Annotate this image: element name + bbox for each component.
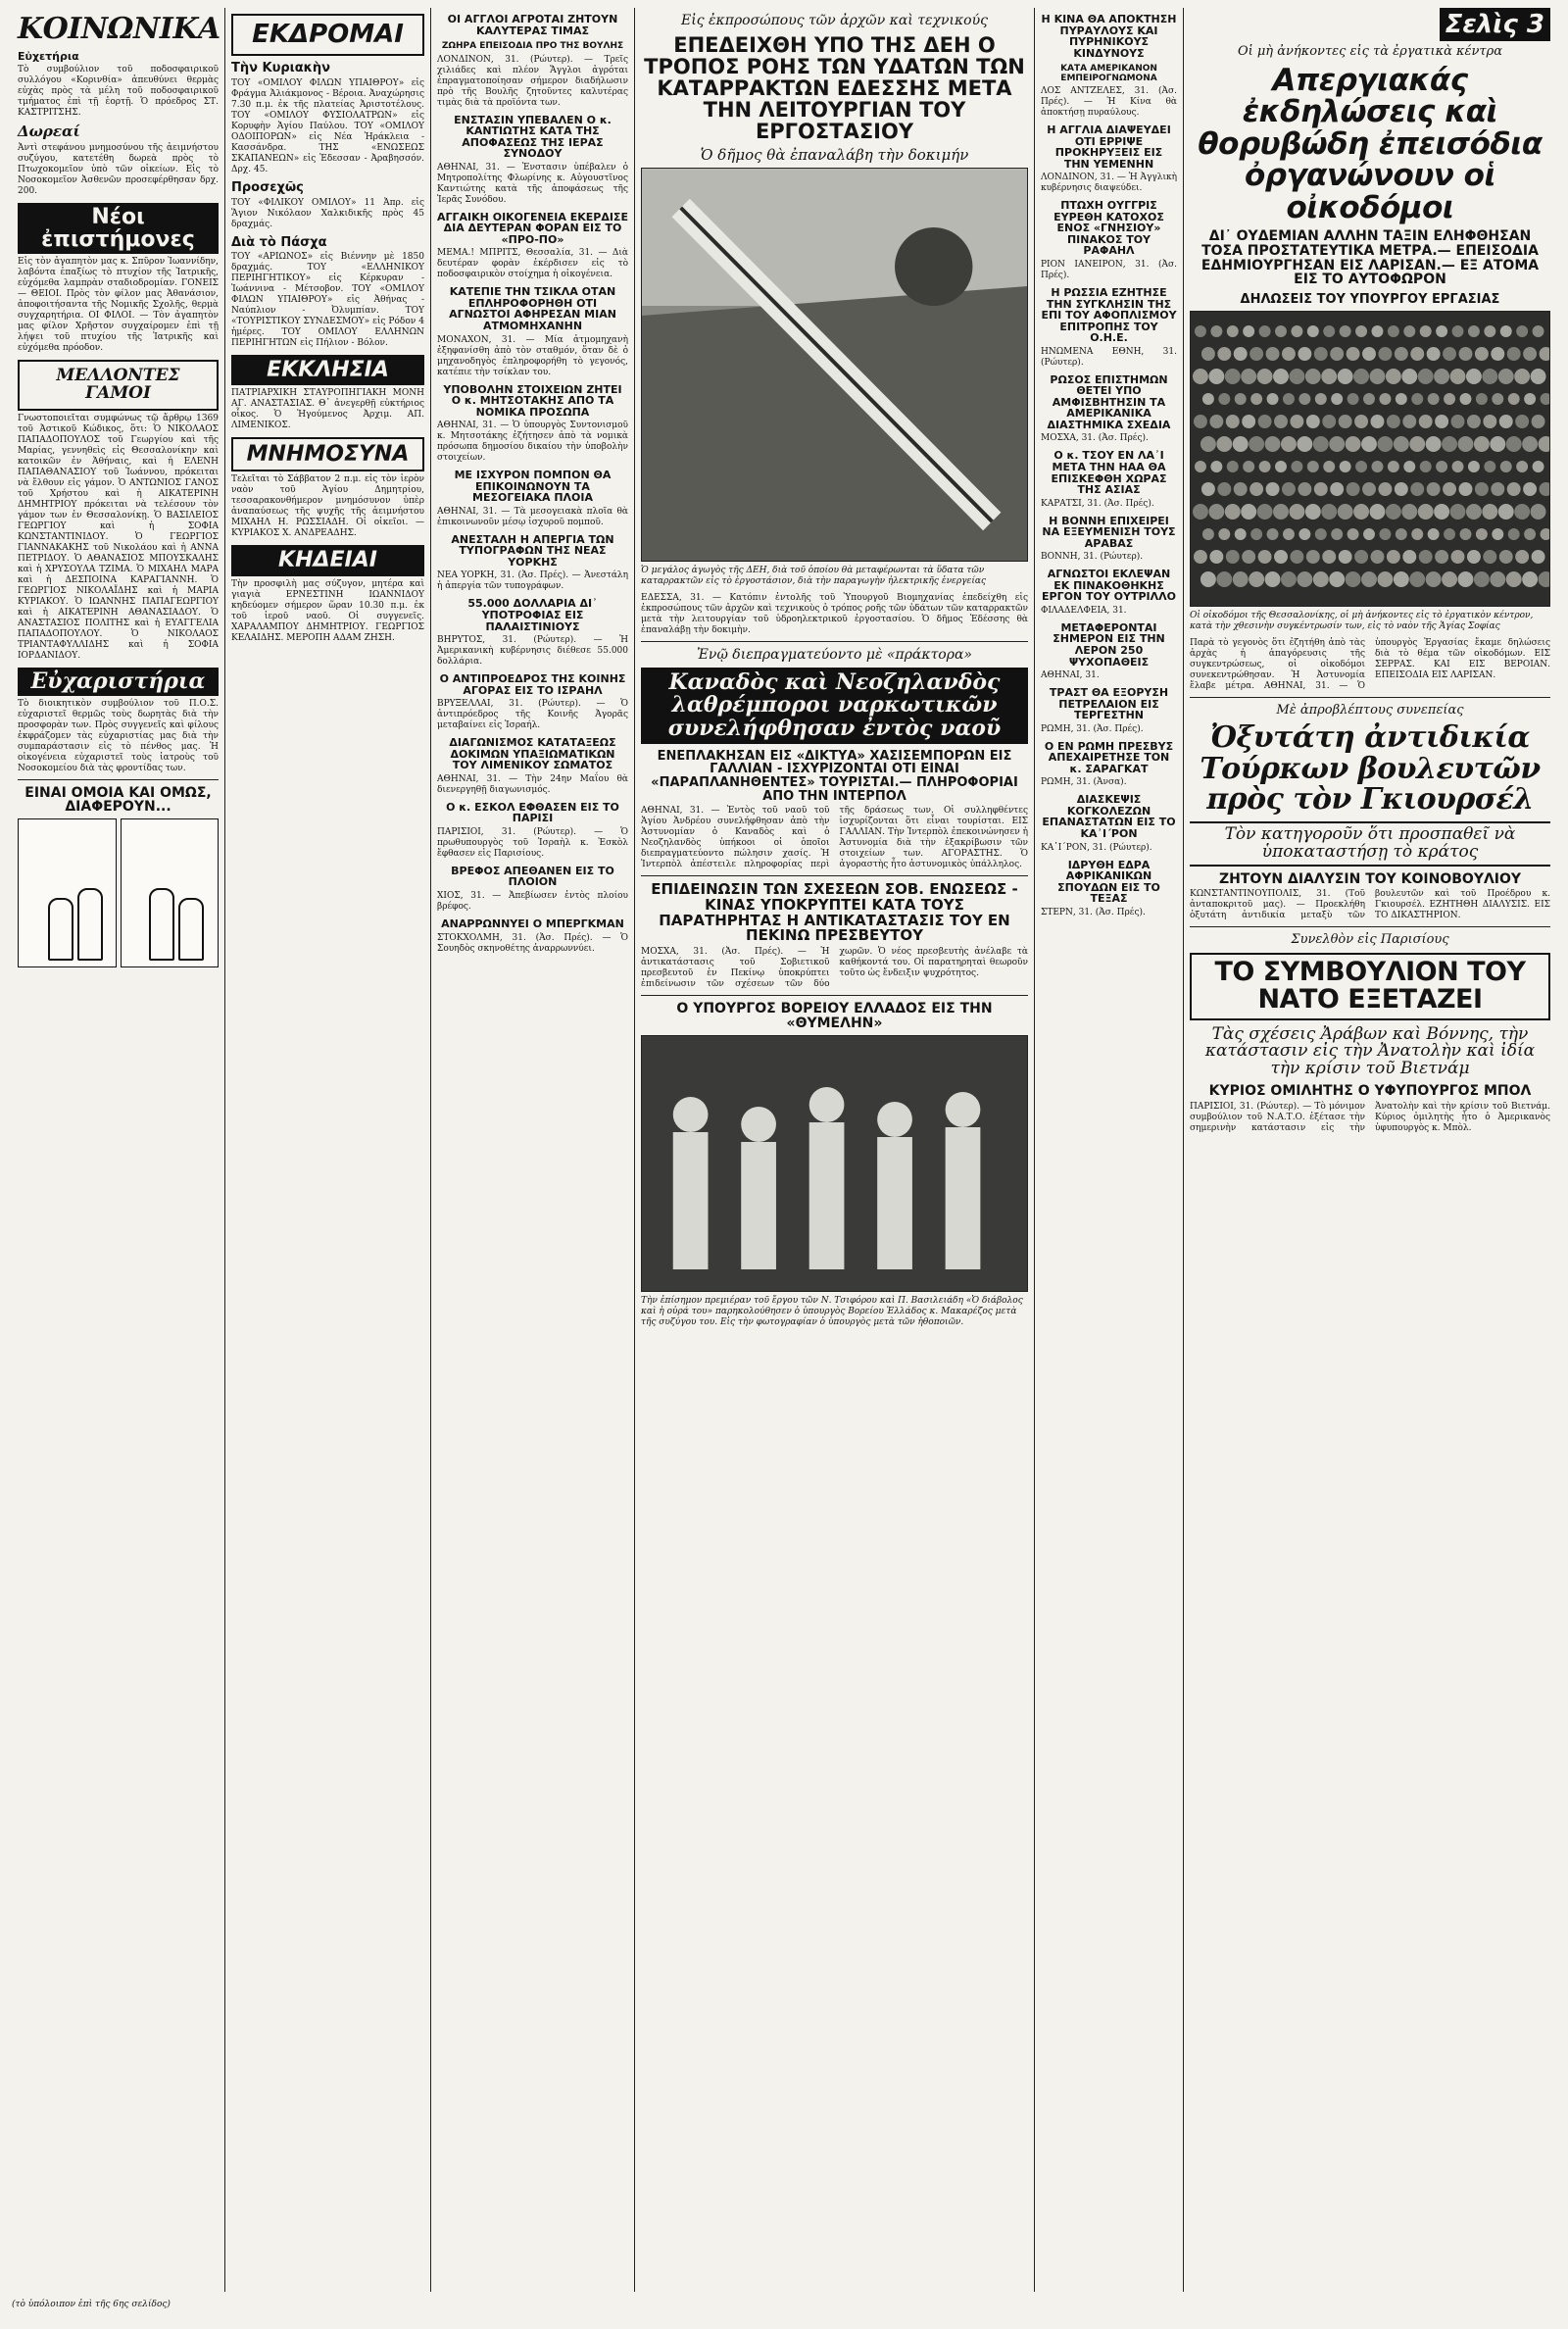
article-heading: ΙΔΡΥΘΗ ΕΔΡΑ ΑΦΡΙΚΑΝΙΚΩΝ ΣΠΟΥΔΩΝ ΕΙΣ ΤΟ ΤΕΞΑΣ bbox=[1057, 858, 1160, 906]
pipeline-image bbox=[642, 169, 1027, 561]
article-text: ΝΕΑ ΥΟΡΚΗ, 31. (Ἀσ. Πρές). — Ἀνεστάλη ἡ ἀπεργία τῶν τυπογράφων. bbox=[437, 570, 628, 592]
story-subheadline: Τὰς σχέσεις Ἀράβων καὶ Βόννης, τὴν κατάστασιν εἰς τὴν Ἀνατολὴν καὶ ἰδία τὴν κρίσιν τοῦ Βιετνάμ bbox=[1204, 1023, 1536, 1079]
article-text: ΑΘΗΝΑΙ, 31. — Ἐνστασιν ὑπέβαλεν ὁ Μητροπολίτης Φλωρίνης κ. Αὐγουστῖνος Καντιώτης κατὰ τῆς ἀποφάσεως τῆς Ἱερᾶς Συνόδου. bbox=[437, 162, 628, 205]
article-heading: 55.000 ΔΟΛΛΑΡΙΑ ΔΙ᾽ ΥΠΟΤΡΟΦΙΑΣ ΕΙΣ ΠΑΛΑΙΣΤΙΝΙΟΥΣ bbox=[467, 597, 598, 633]
efcharist-text: Τὸ διοικητικὸν συμβούλιον τοῦ Π.Ο.Σ. εὐχαριστεῖ θερμῶς τοὺς δωρητὰς διὰ τὴν προσφορὰν των. Πρὸς συγγενεῖς καὶ φίλους ἐκφράζομεν τὰς εὐχαριστίας μας διὰ τὴν συμπαράστασιν εἰς τὸ πένθος μας. Ἡ οἰκογένεια εὐχαριστεῖ τοὺς ἰατροὺς τοῦ Νοσοκομείου διὰ τὰς φροντίδας των. bbox=[18, 698, 219, 773]
divider bbox=[641, 641, 1028, 642]
comic-panel-left bbox=[18, 818, 117, 967]
story-subheadline: ΕΝΕΠΛΑΚΗΣΑΝ ΕΙΣ «ΔΙΚΤΥΑ» ΧΑΣΙΣΕΜΠΟΡΩΝ ΕΙΣ ΓΑΛΛΙΑΝ - ΙΣΧΥΡΙΖΟΝΤΑΙ ΟΤΙ ΕΙΝΑΙ «ΠΑΡΑΠΛΑΝΗΘΕΝΤΕΣ» ΤΟΥΡΙΣΤΑΙ.— ΠΛΗΡΟΦΟΡΙΑΙ ΑΠΟ ΤΗΝ ΙΝΤΕΡΠΟΛ bbox=[651, 748, 1018, 804]
article-heading: Ο ΕΝ ΡΩΜΗ ΠΡΕΣΒΥΣ ΑΠΕΧΑΙΡΕΤΗΣΕ ΤΟΝ κ. ΣΑΡΑΓΚΑΤ bbox=[1044, 739, 1174, 775]
ekklisia-text: ΠΑΤΡΙΑΡΧΙΚΗ ΣΤΑΥΡΟΠΗΓΙΑΚΗ ΜΟΝΗ ΑΓ. ΑΝΑΣΤΑΣΙΑΣ. Θ᾽ ἀνεγερθῇ εὐκτήριος οἶκος. Ὁ Ἡγούμενος Ἀρχιμ. ΑΠ. ΛΙΜΕΝΙΚΟΣ. bbox=[231, 388, 424, 431]
mnimosyna-text: Τελεῖται τὸ Σάββατον 2 π.μ. εἰς τὸν ἱερὸν ναὸν τοῦ Ἁγίου Δημητρίου, τεσσαρακονθήμερον μνημόσυνον ὑπὲρ ἀναπαύσεως τῆς ψυχῆς τῆς ἀειμνήστου ΜΙΧΑΗΛ Η. ΡΩΣΣΙΑΔΗ. Οἱ οἰκεῖοι. — ΚΥΡΙΑΚΟΣ Χ. ΑΝΔΡΕΑΔΗΣ. bbox=[231, 474, 424, 539]
column-excursions bbox=[225, 8, 431, 2292]
article-text: ΛΟΝΔΙΝΟΝ, 31. — Ἡ Ἀγγλικὴ κυβέρνησις διαψεύδει. bbox=[1041, 173, 1177, 194]
article-heading: ΡΩΣΟΣ ΕΠΙΣΤΗΜΩΝ ΘΕΤΕΙ ΥΠΟ ΑΜΦΙΣΒΗΤΗΣΙΝ ΤΑ ΑΜΕΡΙΚΑΝΙΚΑ ΔΙΑΣΤΗΜΙΚΑ ΣΧΕΔΙΑ bbox=[1047, 372, 1171, 431]
column-news-briefs bbox=[431, 8, 635, 2292]
article-text: ΡΩΜΗ, 31. (Ἀσ. Πρές). bbox=[1041, 723, 1144, 734]
article-text: ΠΑΡΙΣΙΟΙ, 31. (Ρώυτερ). — Ὁ πρωθυπουργὸς τοῦ Ἰσραὴλ κ. Ἐσκὸλ ἔφθασεν εἰς Παρισίους. bbox=[437, 826, 628, 859]
story-headline: ΕΠΙΔΕΙΝΩΣΙΝ ΤΩΝ ΣΧΕΣΕΩΝ ΣΟΒ. ΕΝΩΣΕΩΣ - ΚΙΝΑΣ ΥΠΟΚΡΥΠΤΕΙ ΚΑΤΑ ΤΟΥΣ ΠΑΡΑΤΗΡΗΤΑΣ Η ΑΝΤΙΚΑΤΑΣΤΑΣΙΣ ΤΟΥ ΕΝ ΠΕΚΙΝΩ ΠΡΕΣΒΕΥΤΟΥ bbox=[651, 880, 1018, 945]
article-heading: ΜΕ ΙΣΧΥΡΟΝ ΠΟΜΠΟΝ ΘΑ ΕΠΙΚΟΙΝΩΝΟΥΝ ΤΑ ΜΕΣΟΓΕΙΑΚΑ ΠΛΟΙΑ bbox=[454, 469, 612, 505]
story-text: ΠΑΡΙΣΙΟΙ, 31. (Ρώυτερ). — Τὸ μόνιμον συμβούλιον τοῦ Ν.Α.Τ.Ο. ἐξέτασε τὴν σημερινὴν κατάστασιν εἰς τὴν Ἀνατολὴν καὶ τὴν κρίσιν τοῦ Βιετνάμ. Κύριος ὁμιλητὴς ἦτο ὁ Ἀμερικανὸς ὑφυπουργὸς κ. Μπὸλ. bbox=[1190, 1101, 1550, 1133]
article-heading: Η ΒΟΝΝΗ ΕΠΙΧΕΙΡΕΙ ΝΑ ΕΞΕΥΜΕΝΙΣΗ ΤΟΥΣ ΑΡΑΒΑΣ bbox=[1042, 514, 1176, 550]
article-heading: ΚΑΤΕΠΙΕ ΤΗΝ ΤΣΙΚΛΑ ΟΤΑΝ ΕΠΛΗΡΟΦΟΡΗΘΗ ΟΤΙ ΑΓΝΩΣΤΟΙ ΑΦΗΡΕΣΑΝ ΜΙΑΝ ΑΤΜΟΜΗΧΑΝΗΝ bbox=[449, 285, 616, 332]
article-heading: ΔΙΑΓΩΝΙΣΜΟΣ ΚΑΤΑΤΑΞΕΩΣ ΔΟΚΙΜΩΝ ΥΠΑΞΙΩΜΑΤΙΚΩΝ ΤΟΥ ΛΙΜΕΝΙΚΟΥ ΣΩΜΑΤΟΣ bbox=[449, 736, 616, 772]
koinonika-masthead: ΚΟΙΝΩΝΙΚΑ bbox=[18, 12, 220, 46]
article-heading: Ο κ. ΕΣΚΟΛ ΕΦΘΑΣΕΝ ΕΙΣ ΤΟ ΠΑΡΙΣΙ bbox=[446, 800, 619, 825]
column-page3-lead bbox=[1184, 8, 1556, 2292]
article-text: ΦΙΛΑΔΕΛΦΕΙΑ, 31. bbox=[1041, 605, 1127, 616]
theatre-image bbox=[642, 1036, 1027, 1291]
prosechos-text: ΤΟΥ «ΦΙΛΙΚΟΥ ΟΜΙΛΟΥ» 11 Ἀπρ. εἰς Ἅγιον Νικόλαον Χαλκιδικῆς πρὸς 45 δραχμάς. bbox=[231, 197, 424, 229]
lead-kicker: Οἱ μὴ ἀνήκοντες εἰς τὰ ἐργατικὰ κέντρα bbox=[1237, 44, 1503, 59]
comic-panel-right bbox=[121, 818, 220, 967]
story-subheadline: Τὸν κατηγοροῦν ὅτι προσπαθεῖ νὰ ὑποκαταστήσῃ τὸ κράτος bbox=[1190, 821, 1550, 867]
article-text: ΜΕΜΑ.! ΜΠΡΙΤΣ, Θεσσαλία, 31. — Διὰ δευτέραν φορὰν ἐκέρδισεν εἰς τὸ ποδοσφαιρικὸν στοίχημα ἡ οἰκογένεια. bbox=[437, 248, 628, 280]
continued-note: (τὸ ὑπόλοιπον ἐπὶ τῆς 6ης σελίδος) bbox=[12, 2300, 171, 2309]
article-text: ΒΟΝΝΗ, 31. (Ρώυτερ). bbox=[1041, 552, 1144, 563]
article-heading: ΑΓΝΩΣΤΟΙ ΕΚΛΕΨΑΝ ΕΚ ΠΙΝΑΚΟΘΗΚΗΣ ΕΡΓΟΝ ΤΟΥ ΟΥΤΡΙΛΛΟ bbox=[1042, 568, 1176, 604]
article-heading: Η ΚΙΝΑ ΘΑ ΑΠΟΚΤΗΣΗ ΠΥΡΑΥΛΟΥΣ ΚΑΙ ΠΥΡΗΝΙΚΟΥΣ ΚΙΝΔΥΝΟΥΣ bbox=[1041, 13, 1177, 60]
newspaper-page bbox=[12, 8, 1556, 2321]
story-kicker: Μὲ ἀπροβλέπτους συνεπείας bbox=[1276, 702, 1464, 718]
pascha-heading: Διὰ τὸ Πάσχα bbox=[231, 234, 327, 250]
efcharist-heading: Εὐχαριστήρια bbox=[18, 668, 219, 696]
article-text: ΡΙΟΝ ΙΑΝΕΙΡΟΝ, 31. (Ἀσ. Πρές). bbox=[1041, 259, 1177, 280]
story-text: ΑΘΗΝΑΙ, 31. — Ἐντὸς τοῦ ναοῦ τοῦ Ἁγίου Ἀνδρέου συνελήφθησαν ἀπὸ τὴν Ἀστυνομίαν ὁ Καναδὸς καὶ ὁ Νεοζηλανδὸς ὑπήκοοι οἱ ὁποῖοι διεπραγματεύοντο πώλησιν χασίς. Ἡ Ἰντερπὸλ ἀπέστειλε πληροφορίας περὶ τῆς δράσεως των. Οἱ συλληφθέντες ἰσχυρίζονται ὅτι εἶναι τουρίσται. ΕΙΣ ΓΑΛΛΙΑΝ. Τὴν Ἰντερπὸλ ἐπεκοινώνησεν ἡ Ἀστυνομία διὰ τὴν ἐξακρίβωσιν τῶν στοιχείων των. ΑΓΟΡΑΣΤΗΣ. Ὁ ἀγοραστὴς ἦτο ἀστυνομικὸς ὑπάλληλος. bbox=[641, 806, 1028, 870]
mellon-heading: ΜΕΛΛΟΝΤΕΣ ΓΑΜΟΙ bbox=[18, 360, 219, 411]
article-text: ΧΙΟΣ, 31. — Ἀπεβίωσεν ἐντὸς πλοίου βρέφος. bbox=[437, 891, 628, 913]
article-text: ΒΗΡΥΤΟΣ, 31. (Ρώυτερ). — Ἡ Ἀμερικανικὴ κυβέρνησις διέθεσε 55.000 δολλάρια. bbox=[437, 635, 628, 668]
story-text: ΜΟΣΧΑ, 31. (Ἀσ. Πρές). — Ἡ ἀντικατάστασις τοῦ Σοβιετικοῦ πρεσβευτοῦ ἐν Πεκίνῳ ὑποκρύπτει ἐπιδείνωσιν τῶν σχέσεων τῶν δύο χωρῶν. Ὁ νέος πρεσβευτὴς ἀνέλαβε τὰ καθήκοντά του. Οἱ παρατηρηταὶ θεωροῦν τοῦτο ὡς ἔνδειξιν ψυχρότητος. bbox=[641, 947, 1028, 990]
page-number-badge: Σελὶς 3 bbox=[1440, 8, 1550, 41]
story-headline: Καναδὸς καὶ Νεοζηλανδὸς λαθρέμποροι ναρκωτικῶν συνελήφθησαν ἐντὸς ναοῦ bbox=[641, 668, 1028, 743]
mellon-text: Γνωστοποιεῖται συμφώνως τῷ ἄρθρῳ 1369 τοῦ Ἀστικοῦ Κώδικος, ὅτι: Ὁ ΝΙΚΟΛΑΟΣ ΠΑΠΑΔΟΠΟΥΛΟΣ τοῦ Γεωργίου καὶ τῆς Μαρίας, γεννηθεὶς εἰς Θεσσαλονίκην καὶ κατοικῶν ἐν Ἀθήναις, καὶ ἡ ΕΛΕΝΗ ΠΑΠΑΘΑΝΑΣΙΟΥ τοῦ Ἰωάννου, πρόκειται νὰ ἔλθουν εἰς γάμον. Ὁ ΑΝΤΩΝΙΟΣ ΓΑΝΟΣ τοῦ Χρήστου καὶ ἡ ΑΙΚΑΤΕΡΙΝΗ ΔΗΜΗΤΡΙΟΥ πρόκειται νὰ τελέσουν τὸν γάμον των ἐν Θεσσαλονίκῃ. Ὁ ΒΑΣΙΛΕΙΟΣ ΓΕΩΡΓΙΟΥ καὶ ἡ ΣΟΦΙΑ ΚΩΝΣΤΑΝΤΙΝΙΔΟΥ. Ὁ ΓΕΩΡΓΙΟΣ ΓΙΑΝΝΑΚΑΚΗΣ τοῦ Νικολάου καὶ ἡ ΑΝΝΑ ΠΕΤΡΙΔΟΥ. Ὁ ΑΘΑΝΑΣΙΟΣ ΜΠΟΥΣΚΑΛΗΣ καὶ ἡ ΧΡΥΣΟΥΛΑ ΤΖΙΜΑ. Ὁ ΜΙΧΑΗΛ ΜΑΡΑ καὶ ἡ ΔΕΣΠΟΙΝΑ ΚΑΡΑΓΙΑΝΝΗ. Ὁ ΓΕΩΡΓΙΟΣ ΝΙΚΟΛΑΪΔΗΣ καὶ ἡ ΜΑΡΙΑ ΚΥΡΙΑΚΟΥ. Ὁ ΙΩΑΝΝΗΣ ΠΑΠΑΓΕΩΡΓΙΟΥ καὶ ἡ ΑΙΚΑΤΕΡΙΝΗ ΑΘΑΝΑΣΙΑΔΟΥ. Ὁ ΑΝΑΣΤΑΣΙΟΣ ΠΟΛΙΤΗΣ καὶ ἡ ΕΥΑΓΓΕΛΙΑ ΠΑΠΑΔΟΠΟΥΛΟΥ. Ὁ ΝΙΚΟΛΑΟΣ ΤΡΙΑΝΤΑΦΥΛΛΙΔΗΣ καὶ ἡ ΣΟΦΙΑ ΙΟΡΔΑΝΙΔΟΥ. bbox=[18, 413, 219, 661]
article-heading: ΤΡΑΣΤ ΘΑ ΕΞΟΡΥΣΗ ΠΕΤΡΕΛΑΙΟΝ ΕΙΣ ΤΕΡΓΕΣΤΗΝ bbox=[1049, 686, 1169, 722]
article-text: ΑΘΗΝΑΙ, 31. — Ὁ ὑπουργὸς Συντονισμοῦ κ. Μητσοτάκης ἐζήτησεν ἀπὸ τὰ νομικὰ πρόσωπα δημοσίου δικαίου τὴν ὑποβολὴν στοιχείων. bbox=[437, 421, 628, 464]
column-main-stories bbox=[635, 8, 1035, 2292]
article-text: ΜΟΝΑΧΟΝ, 31. — Μία ἀτμομηχανὴ ἐξηφανίσθη ἀπὸ τὸν σταθμόν, ὅταν δὲ ὁ μηχανοδηγὸς ἐπληροφορήθη τὸ γεγονός, κατέπιε τὴν τσίκλαν του. bbox=[437, 334, 628, 377]
article-heading: ΒΡΕΦΟΣ ΑΠΕΘΑΝΕΝ ΕΙΣ ΤΟ ΠΛΟΙΟΝ bbox=[451, 864, 614, 889]
eychetiria-text: Τὸ συμβούλιον τοῦ ποδοσφαιρικοῦ συλλόγου «Κορινθία» ἀπευθύνει θερμὰς εὐχὰς πρὸς τὰ μέλη τοῦ ποδοσφαιρικοῦ τμήματος ἐπὶ τῇ ἑορτῇ. Ὁ πρόεδρος ΣΤ. ΚΑΣΤΡΙΤΣΗΣ. bbox=[18, 65, 219, 119]
article-text: ΣΤΟΚΧΟΛΜΗ, 31. (Ἀσ. Πρές). — Ὁ Σουηδὸς σκηνοθέτης ἀναρρωννύει. bbox=[437, 932, 628, 954]
divider bbox=[1190, 697, 1550, 698]
neoi-text: Εἰς τὸν ἀγαπητὸν μας κ. Σπῦρον Ἰωαννίδην, λαβόντα ἐπαξίως τὸ πτυχίον τῆς Ἰατρικῆς, εὐχόμεθα λαμπρὰν σταδιοδρομίαν. ΓΟΝΕΙΣ — ΘΕΙΟΙ. Πρὸς τὸν φίλον μας Ἀθανάσιον, ἀποφοιτήσαντα τῆς Νομικῆς Σχολῆς, θερμὰ συγχαρητήρια. ΟΙ ΦΙΛΟΙ. — Τὸν ἀγαπητὸν μας φίλον Χρῆστον συγχαίρομεν ἐπὶ τῇ λήψει τοῦ πτυχίου τῆς Ἰατρικῆς καὶ εὐχόμεθα πρόοδον. bbox=[18, 256, 219, 353]
divider bbox=[641, 875, 1028, 876]
story-headline: Ὀξυτάτη ἀντιδικία Τούρκων βουλευτῶν πρὸς τὸν Γκιουρσέλ bbox=[1200, 720, 1541, 818]
article-text: ΗΝΩΜΕΝΑ ΕΘΝΗ, 31. (Ρώυτερ). bbox=[1041, 346, 1177, 368]
story-kicker: Συνελθὸν εἰς Παρισίους bbox=[1291, 932, 1449, 948]
kyriaki-text: ΤΟΥ «ΟΜΙΛΟΥ ΦΙΛΩΝ ΥΠΑΙΘΡΟΥ» εἰς Φράγμα Ἀλιάκμονος - Βέροια. Ἀναχώρησις 7.30 π.μ. ἐκ τῆς πλατείας Ἀριστοτέλους. ΤΟΥ «ΟΜΙΛΟΥ ΦΥΣΙΟΛΑΤΡΩΝ» εἰς Κορυφὴν Ἁγίου Παύλου. ΤΟΥ «ΟΜΙΛΟΥ ΟΔΟΙΠΟΡΩΝ» εἰς Νέα Ἡράκλεια - Κασσάνδρα. ΤΗΣ «ΕΝΩΣΕΩΣ ΣΚΑΠΑΝΕΩΝ» εἰς Ἐδεσσαν - Ἀραβησσόν. Δρχ. 45. bbox=[231, 77, 424, 174]
story-subheadline: ΖΗΤΟΥΝ ΔΙΑΛΥΣΙΝ ΤΟΥ ΚΟΙΝΟΒΟΥΛΙΟΥ bbox=[1218, 870, 1522, 887]
dorea-heading: Δωρεαί bbox=[18, 123, 80, 141]
theatre-photo bbox=[641, 1035, 1028, 1292]
story-headline: Ο ΥΠΟΥΡΓΟΣ ΒΟΡΕΙΟΥ ΕΛΛΑΔΟΣ ΕΙΣ ΤΗΝ «ΘΥΜΕΛΗΝ» bbox=[676, 1001, 993, 1031]
article-heading: ΕΝΣΤΑΣΙΝ ΥΠΕΒΑΛΕΝ Ο κ. ΚΑΝΤΙΩΤΗΣ ΚΑΤΑ ΤΗΣ ΑΠΟΦΑΣΕΩΣ ΤΗΣ ΙΕΡΑΣ ΣΥΝΟΔΟΥ bbox=[454, 113, 612, 161]
article-text: ΚΑ᾽Ι΄ΡΟΝ, 31. (Ρώυτερ). bbox=[1041, 842, 1152, 853]
builders-photo bbox=[1190, 311, 1550, 607]
prosechos-heading: Προσεχῶς bbox=[231, 179, 304, 195]
story-kicker: Εἰς ἐκπροσώπους τῶν ἀρχῶν καὶ τεχνικούς bbox=[681, 13, 988, 28]
article-heading: Ο κ. ΤΣΟΥ ΕΝ ΛΑ᾽Ι ΜΕΤΑ ΤΗΝ ΗΑΑ ΘΑ ΕΠΙΣΚΕΦΘΗ ΧΩΡΑΣ ΤΗΣ ΑΣΙΑΣ bbox=[1051, 449, 1167, 497]
builders-caption: Οἱ οἰκοδόμοι τῆς Θεσσαλονίκης, οἱ μὴ ἀνήκοντες εἰς τὸ ἐργατικὸν κέντρον, κατὰ τὴν χθεσινὴν συγκέντρωσίν των, εἰς τὸ ναὸν τῆς Ἁγίας Σοφίας bbox=[1190, 610, 1534, 631]
kideiai-text: Τὴν προσφιλὴ μας σύζυγον, μητέρα καὶ γιαγιὰ ΕΡΝΕΣΤΙΝΗ ΙΩΑΝΝΙΔΟΥ κηδεύομεν σήμερον ὥραν 10.30 π.μ. ἐκ τοῦ ἱεροῦ ναοῦ. Οἱ συγγενεῖς. ΧΑΡΑΛΑΜΠΟΥ ΔΗΜΗΤΡΙΟΥ. ΓΕΩΡΓΙΟΣ ΚΕΛΑΙΔΗΣ. ΜΕΡΟΠΗ ΑΔΑΜ ΖΗΣΗ. bbox=[231, 578, 424, 643]
ekklisia-heading: ΕΚΚΛΗΣΙΑ bbox=[231, 355, 424, 385]
theatre-caption: Τὴν ἐπίσημον πρεμιέραν τοῦ ἔργου τῶν Ν. Τσιφόρου καὶ Π. Βασιλειάδη «Ὁ διάβολος καὶ ἡ οὐρά του» παρηκολούθησεν ὁ ὑπουργὸς Βορείου Ἑλλάδος κ. Μακαρέζος μετὰ τῆς συζύγου του. Εἰς τὴν φωτογραφίαν ὁ ὑπουργὸς μετὰ τῶν ἠθοποιῶν. bbox=[641, 1295, 1023, 1327]
story-text: ΚΩΝΣΤΑΝΤΙΝΟΥΠΟΛΙΣ, 31. (Τοῦ ἀνταποκριτοῦ μας). — Προεκλήθη ὀξυτάτη ἀντιδικία μεταξὺ τῶν βουλευτῶν καὶ τοῦ Προέδρου κ. Γκιουρσέλ. ΕΖΗΤΗΘΗ ΔΙΑΛΥΣΙΣ. ΕΙΣ ΤΟ ΔΙΚΑΣΤΗΡΙΟΝ. bbox=[1190, 889, 1550, 921]
article-text: ΒΡΥΞΕΛΛΑΙ, 31. (Ρώυτερ). — Ὁ ἀντιπρόεδρος τῆς Κοινῆς Ἀγορᾶς μεταβαίνει εἰς Ἰσραήλ. bbox=[437, 699, 628, 731]
article-heading: ΔΙΑΣΚΕΨΙΣ ΚΟΓΚΟΛΕΖΩΝ ΕΠΑΝΑΣΤΑΤΩΝ ΕΙΣ ΤΟ ΚΑ᾽Ι΄ΡΟΝ bbox=[1042, 793, 1176, 841]
lead-subheadline: ΔΙ᾽ ΟΥΔΕΜΙΑΝ ΑΛΛΗΝ ΤΑΞΙΝ ΕΛΗΦΘΗΣΑΝ ΤΟΣΑ ΠΡΟΣΤΑΤΕΥΤΙΚΑ ΜΕΤΡΑ.— ΕΠΕΙΣΟΔΙΑ ΕΔΗΜΙΟΥΡΓΗΣΑΝ ΕΙΣ ΛΑΡΙΣΑΝ.— ΕΞ ΑΤΟΜΑ ΕΙΣ ΤΟ ΑΥΤΟΦΩΡΟΝ bbox=[1200, 228, 1540, 288]
article-text: ΜΟΣΧΑ, 31. (Ἀσ. Πρές). bbox=[1041, 433, 1149, 444]
cartoon-figure bbox=[48, 898, 74, 961]
article-subheading: ΚΑΤΑ ΑΜΕΡΙΚΑΝΟΝ ΕΜΠΕΙΡΟΓΝΩΜΟΝΑ bbox=[1060, 64, 1157, 83]
story-subheadline: ΚΥΡΙΟΣ ΟΜΙΛΗΤΗΣ Ο ΥΦΥΠΟΥΡΓΟΣ ΜΠΟΛ bbox=[1208, 1083, 1532, 1100]
article-text: ΑΘΗΝΑΙ, 31. bbox=[1041, 670, 1100, 681]
article-heading: Η ΡΩΣΣΙΑ ΕΖΗΤΗΣΕ ΤΗΝ ΣΥΓΚΛΗΣΙΝ ΤΗΣ ΕΠΙ ΤΟΥ ΑΦΟΠΛΙΣΜΟΥ ΕΠΙΤΡΟΠΗΣ ΤΟΥ Ο.Η.Ε. bbox=[1041, 285, 1177, 345]
pipeline-caption: Ὁ μεγάλος ἀγωγὸς τῆς ΔΕΗ, διὰ τοῦ ὁποίου θὰ μεταφέρωνται τὰ ὕδατα τῶν καταρρακτῶν εἰς τὸ ἐργοστάσιον, διὰ τὴν παραγωγὴν ἠλεκτρικῆς ἐνεργείας bbox=[641, 565, 987, 586]
story-subheadline: Ὁ δῆμος θὰ ἐπαναλάβη τὴν δοκιμήν bbox=[700, 145, 969, 164]
pascha-text: ΤΟΥ «ΑΡΙΩΝΟΣ» εἰς Βιέννην μὲ 1850 δραχμάς. ΤΟΥ «ΕΛΛΗΝΙΚΟΥ ΠΕΡΙΗΓΗΤΙΚΟΥ» εἰς Κέρκυραν - Ἰωάννινα - Μέτσοβον. ΤΟΥ «ΟΜΙΛΟΥ ΦΙΛΩΝ ΥΠΑΙΘΡΟΥ» εἰς Ἀθήνας - Ναύπλιον - Ὀλυμπίαν. ΤΟΥ «ΤΟΥΡΙΣΤΙΚΟΥ ΣΥΝΔΕΣΜΟΥ» εἰς Ρόδον 4 ἡμέρες. ΤΟΥ ΟΜΙΛΟΥ ΕΛΛΗΝΩΝ ΠΕΡΙΗΓΗΤΩΝ εἰς Πήλιον - Βόλον. bbox=[231, 252, 424, 349]
neoi-heading: Νέοι ἐπιστήμονες bbox=[18, 203, 219, 254]
dorea-text: Ἀντὶ στεφάνου μνημοσύνου τῆς ἀειμνήστου συζύγου, κατετέθη δωρεὰ πρὸς τὸ Πτωχοκομεῖον ὑπὸ τῶν οἰκείων. Εἰς τὸ Νοσοκομεῖον Ἀσθενῶν προσεφέρθησαν δρχ. 200. bbox=[18, 142, 219, 196]
article-heading: ΥΠΟΒΟΛΗΝ ΣΤΟΙΧΕΙΩΝ ΖΗΤΕΙ Ο κ. ΜΗΤΣΟΤΑΚΗΣ ΑΠΟ ΤΑ ΝΟΜΙΚΑ ΠΡΟΣΩΠΑ bbox=[443, 382, 622, 419]
ekdromai-heading: ΕΚΔΡΟΜΑΙ bbox=[231, 14, 424, 56]
article-text: ΚΑΡΑΤΣΙ, 31. (Ἀσ. Πρές). bbox=[1041, 498, 1154, 509]
divider bbox=[18, 779, 219, 780]
article-heading: ΑΓΓΑΙΚΗ ΟΙΚΟΓΕΝΕΙΑ ΕΚΕΡΔΙΣΕ ΔΙΑ ΔΕΥΤΕΡΑΝ ΦΟΡΑΝ ΕΙΣ ΤΟ «ΠΡΟ-ΠΟ» bbox=[437, 210, 628, 246]
column-social bbox=[12, 8, 225, 2292]
article-heading: ΟΙ ΑΓΓΛΟΙ ΑΓΡΟΤΑΙ ΖΗΤΟΥΝ ΚΑΛΥΤΕΡΑΣ ΤΙΜΑΣ bbox=[447, 13, 618, 37]
article-subheading: ΖΩΗΡΑ ΕΠΕΙΣΟΔΙΑ ΠΡΟ ΤΗΣ ΒΟΥΛΗΣ bbox=[441, 41, 624, 52]
eychetiria-heading: Εὐχετήρια bbox=[18, 49, 79, 63]
cartoon-figure bbox=[178, 898, 204, 961]
kideiai-heading: ΚΗΔΕΙΑΙ bbox=[231, 545, 424, 575]
story-text: ΕΔΕΣΣΑ, 31. — Κατόπιν ἐντολῆς τοῦ Ὑπουργοῦ Βιομηχανίας ἐπεδείχθη εἰς ἐκπροσώπους τῶν ἀρχῶν καὶ τεχνικοὺς ὁ τρόπος ροῆς τῶν ὑδάτων τῶν καταρρακτῶν μετὰ τὴν λειτουργίαν τοῦ ὑδροηλεκτρικοῦ ἐργοστασίου. Ὁ δῆμος Ἐδέσσης θὰ ἐπαναλάβῃ τὴν δοκιμὴν. bbox=[641, 592, 1028, 635]
pipeline-photo bbox=[641, 168, 1028, 562]
article-heading: ΑΝΑΡΡΩΝΝΥΕΙ Ο ΜΠΕΡΓΚΜΑΝ bbox=[441, 917, 624, 931]
article-text: ΑΘΗΝΑΙ, 31. — Τὰ μεσογειακὰ πλοῖα θὰ ἐπικοινωνοῦν μέσῳ ἰσχυροῦ πομποῦ. bbox=[437, 506, 628, 527]
comic-title: ΕΙΝΑΙ ΟΜΟΙΑ ΚΑΙ ΟΜΩΣ, ΔΙΑΦΕΡΟΥΝ... bbox=[24, 784, 212, 816]
divider bbox=[641, 995, 1028, 996]
divider bbox=[1190, 926, 1550, 927]
story-headline: ΤΟ ΣΥΜΒΟΥΛΙΟΝ ΤΟΥ ΝΑΤΟ ΕΞΕΤΑΖΕΙ bbox=[1190, 953, 1550, 1020]
article-text: ΑΘΗΝΑΙ, 31. — Τὴν 24ην Μαΐου θὰ διενεργηθῇ διαγωνισμός. bbox=[437, 773, 628, 795]
lead-headline: Απεργιακάς ἐκδηλώσεις καὶ θορυβώδη ἐπεισόδια ὀργανώνουν οἱ οἰκοδόμοι bbox=[1198, 62, 1543, 225]
article-heading: ΠΤΩΧΗ ΟΥΓΓΡΙΣ ΕΥΡΕΘΗ ΚΑΤΟΧΟΣ ΕΝΟΣ «ΓΝΗΣΙΟΥ» ΠΙΝΑΚΟΣ ΤΟΥ ΡΑΦΑΗΛ bbox=[1054, 199, 1164, 258]
story-kicker: Ἐνῷ διεπραγματεύοντο μὲ «πράκτορα» bbox=[696, 646, 972, 663]
lead-subheadline: ΔΗΛΩΣΕΙΣ ΤΟΥ ΥΠΟΥΡΓΟΥ ΕΡΓΑΣΙΑΣ bbox=[1240, 292, 1500, 308]
article-text: ΣΤΕΡΝ, 31. (Ἀσ. Πρές). bbox=[1041, 907, 1146, 917]
cartoon-figure bbox=[77, 888, 103, 961]
article-text: ΡΩΜΗ, 31. (Ἀνσα). bbox=[1041, 777, 1127, 788]
lead-text: Παρὰ τὸ γεγονὸς ὅτι ἐζητήθη ἀπὸ τὰς ἀρχὰς ἡ ἀπαγόρευσις τῆς συγκεντρώσεως, οἱ οἰκοδόμοι συνεκεντρώθησαν. Ἡ Ἀστυνομία ἔλαβε μέτρα. ΑΘΗΝΑΙ, 31. — Ὁ ὑπουργὸς Ἐργασίας ἔκαμε δηλώσεις διὰ τὸ θέμα τῶν οἰκοδόμων. ΕΙΣ ΣΕΡΡΑΣ. ΚΑΙ ΕΙΣ ΒΕΡΟΙΑΝ. ΕΠΕΙΣΟΔΙΑ ΕΙΣ ΛΑΡΙΣΑΝ. bbox=[1190, 637, 1550, 691]
article-heading: Ο ΑΝΤΙΠΡΟΕΔΡΟΣ ΤΗΣ ΚΟΙΝΗΣ ΑΓΟΡΑΣ ΕΙΣ ΤΟ ΙΣΡΑΗΛ bbox=[439, 672, 626, 697]
comic-strip bbox=[18, 818, 219, 967]
article-heading: Η ΑΓΓΛΙΑ ΔΙΑΨΕΥΔΕΙ ΟΤΙ ΕΡΡΙΨΕ ΠΡΟΚΗΡΥΞΕΙΣ ΕΙΣ ΤΗΝ ΥΕΜΕΝΗΝ bbox=[1047, 124, 1171, 171]
cartoon-figure bbox=[149, 888, 174, 961]
kyriaki-heading: Τὴν Κυριακὴν bbox=[231, 61, 331, 76]
story-headline: ΕΠΕΔΕΙΧΘΗ ΥΠΟ ΤΗΣ ΔΕΗ Ο ΤΡΟΠΟΣ ΡΟΗΣ ΤΩΝ ΥΔΑΤΩΝ ΤΩΝ ΚΑΤΑΡΡΑΚΤΩΝ ΕΔΕΣΣΗΣ ΜΕΤΑ ΤΗΝ ΛΕΙΤΟΥΡΓΙΑΝ ΤΟΥ ΕΡΓΟΣΤΑΣΙΟΥ bbox=[644, 32, 1025, 143]
article-heading: ΑΝΕΣΤΑΛΗ Η ΑΠΕΡΓΙΑ ΤΩΝ ΤΥΠΟΓΡΑΦΩΝ ΤΗΣ ΝΕΑΣ ΥΟΡΚΗΣ bbox=[451, 532, 614, 569]
article-heading: ΜΕΤΑΦΕΡΟΝΤΑΙ ΣΗΜΕΡΟΝ ΕΙΣ ΤΗΝ ΛΕΡΟΝ 250 ΨΥΧΟΠΑΘΕΙΣ bbox=[1053, 620, 1165, 669]
column-world-briefs bbox=[1035, 8, 1184, 2292]
crowd-image bbox=[1191, 312, 1549, 606]
article-text: ΛΟΣ ΑΝΤΖΕΛΕΣ, 31. (Ἀσ. Πρές). — Ἡ Κίνα θὰ ἀποκτήσῃ πυραύλους. bbox=[1041, 86, 1177, 119]
mnimosyna-heading: ΜΝΗΜΟΣΥΝΑ bbox=[231, 437, 424, 471]
article-text: ΛΟΝΔΙΝΟΝ, 31. (Ρώυτερ). — Τρεῖς χιλιάδες καὶ πλέον Ἄγγλοι ἀγρόται ἐπραγματοποίησαν σήμερον διαδήλωσιν πρὸ τῆς Βουλῆς ζητοῦντες καλυτέρας τιμὰς διὰ τὰ προϊόντα των. bbox=[437, 54, 628, 108]
